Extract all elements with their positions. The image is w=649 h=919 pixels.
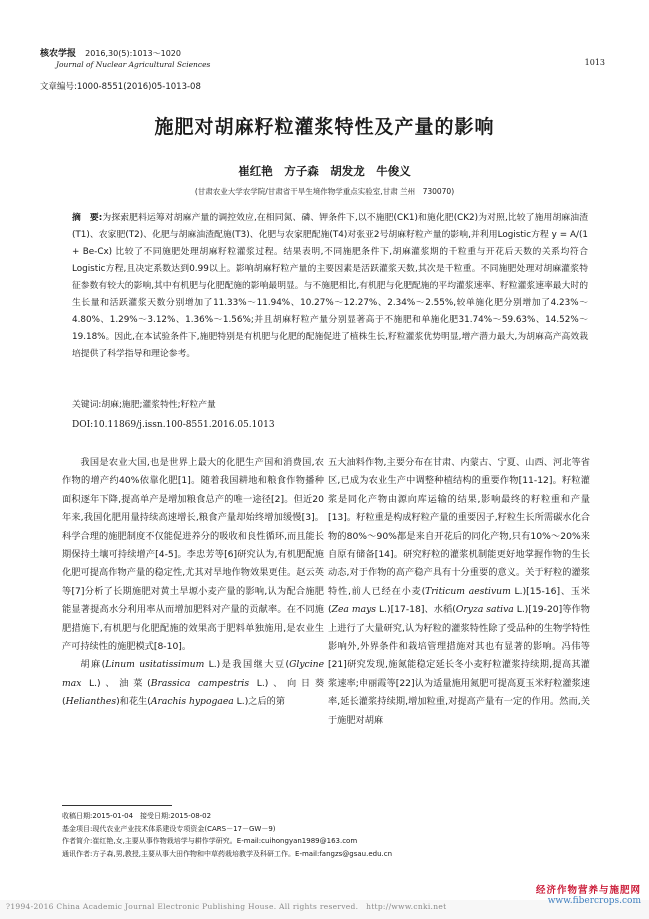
journal-name-cn: 核农学报: [40, 49, 77, 59]
journal-name-en: Journal of Nuclear Agricultural Sciences: [56, 60, 211, 69]
footnote-corresponding: 通讯作者:方子森,男,教授,主要从事大田作物和中草药栽培教学及科研工作。E-mail:fangzs@gsau.edu.cn: [62, 849, 393, 858]
abstract-text: 为探索肥料运筹对胡麻产量的调控效应,在相同氮、磷、钾条件下,以不施肥(CK1)和施化肥(CK2)为对照,比较了施用胡麻油渣(T1)、农家肥(T2)、化肥与胡麻油渣配施(T3)、化肥与农家肥配施(T4)对张亚2号胡麻籽粒产量的影响,并利用Logistic方程 y = A/(1 + Be-Cx) 比较了不同施肥处理胡麻籽粒灌浆过程。结果表明,不同施肥条件下,胡麻灌浆期的千粒重与开花后天数的关系均符合Logistic方程,且决定系数达到0.99以上。影响胡麻籽粒产量的主要因素是活跃灌浆天数,其次是千粒重。不同施肥处理对胡麻灌浆特征参数有较大的影响,其中有机肥与化肥配施的影响最明显。与不施肥相比,有机肥与化肥配施的平均灌浆速率、籽粒灌浆速率最大时的生长量和活跃灌浆天数分别增加了11.33%～11.94%、10.27%～12.27%、2.34%～2.55%,较单施化肥分别增加了4.23%～4.80%、1.29%～3.12%、1.36%～1.56%;并且胡麻籽粒产量分别显著高于不施肥和单施化肥31.74%～59.63%、14.52%～19.18%。因此,在本试验条件下,施肥特别是有机肥与化肥的配施促进了植株生长,籽粒灌浆优势明显,增产潜力最大,为胡麻高产高效栽培提供了科学指导和理论参考。: [72, 213, 588, 359]
abstract: [72, 210, 588, 363]
doi: DOI:10.11869/j.issn.100-8551.2016.05.1013: [72, 420, 275, 430]
footnote-first-author: 作者简介:崔红艳,女,主要从事作物栽培学与耕作学研究。E-mail:cuihongyan1989@163.com: [62, 837, 358, 845]
scientific-name: Zea mays: [331, 604, 376, 616]
watermark-url: www.fibercrops.com: [547, 896, 641, 906]
watermark: [536, 882, 641, 906]
volume-info: 2016,30(5):1013～1020: [85, 49, 181, 58]
footnote-funding: 基金项目:现代农业产业技术体系建设专项资金(CARS－17－GW－9): [62, 824, 276, 833]
watermark-text: 经济作物营养与施肥网: [535, 885, 641, 896]
page-number: 1013: [584, 58, 605, 67]
scientific-name: Oryza sativa: [455, 604, 514, 616]
scientific-name: Arachis hypogaea: [150, 696, 234, 708]
body-paragraph: 我国是农业大国,也是世界上最大的化肥生产国和消费国,农作物的增产约40%依靠化肥[1]。随着我国耕地和粮食作物播种面积逐年下降,提高单产是增加粮食总产的唯一途径[2]。但近20年来,我国化肥用量持续高速增长,粮食产量却始终增加缓慢[3]。科学合理的施肥制度不仅能促进养分的吸收和良性循环,而且能长期保持土壤可持续增产[4-5]。李忠芳等[6]研究认为,有机肥配施化肥可提高作物产量的稳定性,尤其对旱地作物效果更佳。赵云英等[7]分析了长期施肥对黄土旱塬小麦产量的影响,认为配合施肥能显著提高水分利用率从而增加肥料对产量的贡献率。在不同施肥措施下,有机肥与化肥配施的效果高于肥料单独施用,是农业生产可持续性的施肥模式[8-10]。: [62, 457, 324, 653]
paper-title: 施肥对胡麻籽粒灌浆特性及产量的影响: [154, 116, 495, 138]
affiliation: (甘肃农业大学农学院/甘肃省干旱生境作物学重点实验室,甘肃 兰州 730070): [194, 187, 455, 196]
keywords: [72, 397, 588, 410]
body-column-left: [62, 454, 324, 712]
scientific-name: Linum usitatissimum: [105, 659, 205, 671]
footnotes: [62, 810, 592, 860]
copyright-notice: ?1994-2016 China Academic Journal Electronic Publishing House. All rights reserved. http://www.cnki.net: [6, 902, 447, 911]
footnote-received: 收稿日期:2015-01-04 接受日期:2015-08-02: [62, 812, 212, 820]
scientific-name: Brassica campestris: [150, 677, 250, 689]
footnote-rule: [62, 805, 172, 806]
keywords-label: 关键词:: [72, 400, 102, 410]
body-paragraph: 胡麻(Linum usitatissimum L.)是我国继大豆(Glycine max L.)、油菜(Brassica campestris L.)、向日葵(Helianthes)和花生(Arachis hypogaea L.)之后的第: [62, 659, 325, 708]
body-column-right: [328, 454, 590, 730]
body-paragraph: 五大油料作物,主要分布在甘肃、内蒙古、宁夏、山西、河北等省区,已成为农业生产中调整种植结构的重要作物[11-12]。籽粒灌浆是同化产物由源向库运输的结果,影响最终的籽粒重和产量[13]。籽粒重是构成籽粒产量的重要因子,籽粒生长所需碳水化合物的80%～90%都是来自开花后的同化产物,只有10%～20%来自原有储备[14]。研究籽粒的灌浆机制能更好地掌握作物的生长动态,对于作物的高产稳产具有十分重要的意义。关于籽粒的灌浆特性,前人已经在小麦(Triticum aestivum L.)[15-16]、玉米(Zea mays L.)[17-18]、水稻(Oryza sativa L.)[19-20]等作物上进行了大量研究,认为籽粒的灌浆特性除了受品种的生物学特性影响外,外界条件和栽培管理措施对其也有显著的影响。冯伟等[21]研究发现,施氮能稳定延长冬小麦籽粒灌浆持续期,提高其灌浆速率;申丽霞等[22]认为适量施用氮肥可提高夏玉米籽粒灌浆速率,延长灌浆持续期,增加粒重,对提高产量有一定的作用。然而,关于施肥对胡麻: [328, 457, 590, 726]
journal-name: [40, 46, 181, 59]
scientific-name: Triticum aestivum: [425, 585, 511, 597]
article-number: 文章编号:1000-8551(2016)05-1013-08: [40, 82, 201, 92]
abstract-label: 摘 要:: [72, 213, 103, 223]
author-list: 崔红艳 方子森 胡发龙 牛俊义: [238, 164, 411, 178]
scientific-name: Glycine max: [62, 659, 324, 689]
scientific-name: Helianthes: [65, 696, 117, 708]
keywords-text: 胡麻;施肥;灌浆特性;籽粒产量: [101, 400, 216, 410]
